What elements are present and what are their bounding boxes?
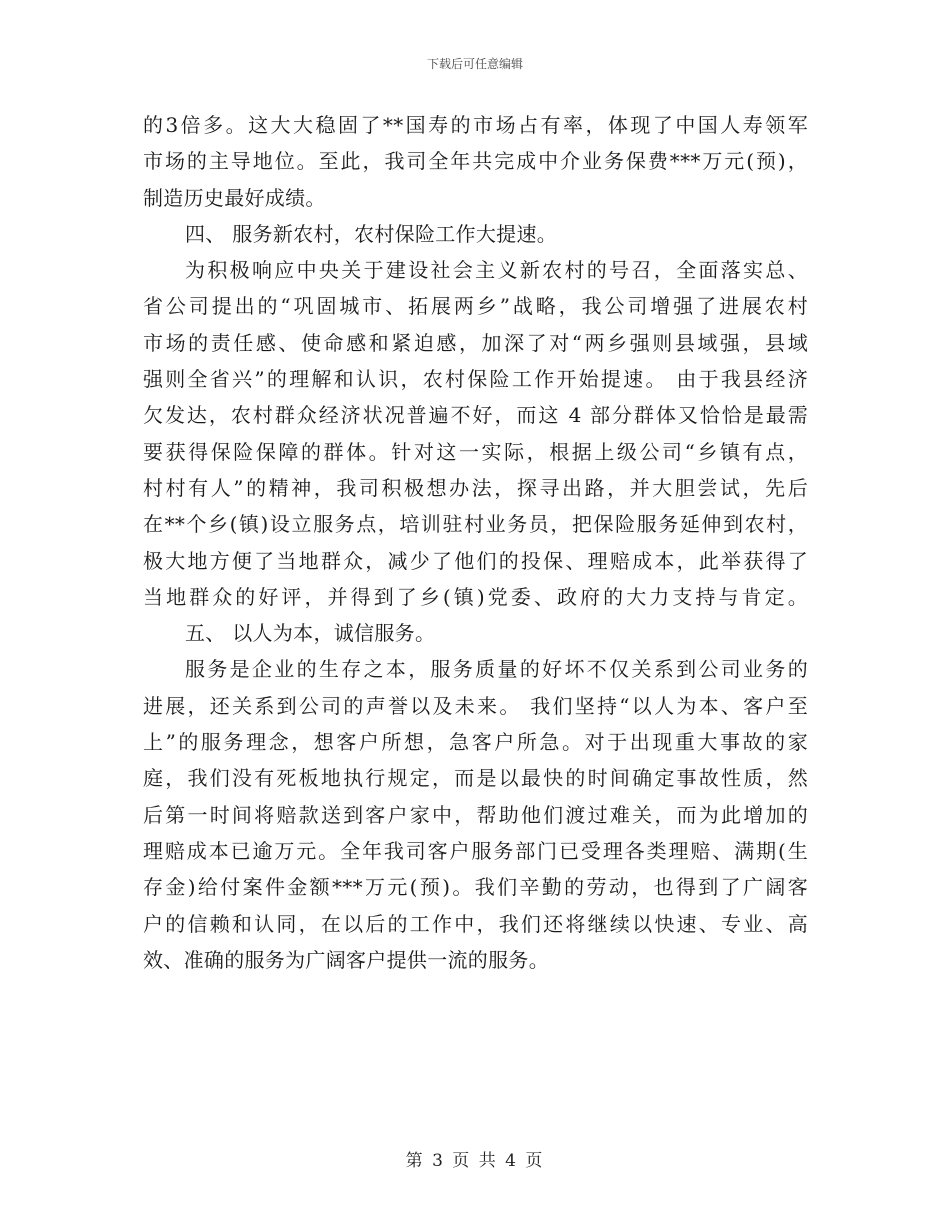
text-line: 的3倍多。这大大稳固了**国寿的市场占有率，体现了中国人寿领军 (143, 113, 808, 137)
text-line: 市场的主导地位。至此，我司全年共完成中介业务保费***万元(预)， (143, 149, 808, 174)
text-line: 后第一时间将赔款送到客户家中，帮助他们渡过难关，而为此增加的 (143, 802, 808, 827)
text-line: 要获得保险保障的群体。针对这一实际，根据上级公司“乡镇有点， (143, 439, 808, 464)
text-line: 庭，我们没有死板地执行规定，而是以最快的时间确定事故性质，然 (143, 766, 808, 791)
text-line: 当地群众的好评，并得到了乡(镇)党委、政府的大力支持与肯定。 (143, 584, 808, 609)
text-line: 理赔成本已逾万元。全年我司客户服务部门已受理各类理赔、满期(生 (143, 838, 808, 863)
text-line: 进展，还关系到公司的声誉以及未来。 我们坚持“以人为本、客户至 (143, 693, 808, 718)
text-line: 强则全省兴”的理解和认识，农村保险工作开始提速。 由于我县经济 (143, 367, 808, 392)
text-line: 在**个乡(镇)设立服务点，培训驻村业务员，把保险服务延伸到农村， (143, 512, 808, 537)
text-line: 服务是企业的生存之本，服务质量的好坏不仅关系到公司业务的 (185, 657, 808, 682)
text-line: 村村有人”的精神，我司积极想办法，探寻出路，并大胆尝试，先后 (143, 475, 808, 500)
page-header: 下载后可任意编辑 (426, 57, 523, 71)
text-line: 制造历史最好成绩。 (143, 185, 326, 210)
text-line: 上”的服务理念，想客户所想，急客户所急。对于出现重大事故的家 (143, 730, 808, 755)
text-line: 五、 以人为本，诚信服务。 (185, 621, 436, 646)
page-number: 第 3 页 共 4 页 (405, 1151, 545, 1171)
text-line: 极大地方便了当地群众，减少了他们的投保、理赔成本，此举获得了 (143, 548, 808, 573)
text-line: 四、 服务新农村，农村保险工作大提速。 (185, 221, 558, 246)
text-line: 省公司提出的“巩固城市、拓展两乡”战略，我公司增强了进展农村 (143, 294, 808, 319)
text-line: 户的信赖和认同，在以后的工作中，我们还将继续以快速、专业、高 (143, 911, 808, 936)
text-line: 为积极响应中央关于建设社会主义新农村的号召，全面落实总、 (185, 258, 808, 283)
text-line: 市场的责任感、使命感和紧迫感，加深了对“两乡强则县域强，县域 (143, 330, 808, 355)
text-line: 欠发达，农村群众经济状况普遍不好，而这 4 部分群体又恰恰是最需 (143, 403, 808, 428)
text-line: 效、准确的服务为广阔客户提供一流的服务。 (143, 947, 549, 972)
text-line: 存金)给付案件金额***万元(预)。我们辛勤的劳动，也得到了广阔客 (143, 875, 808, 900)
document-body (143, 107, 808, 978)
